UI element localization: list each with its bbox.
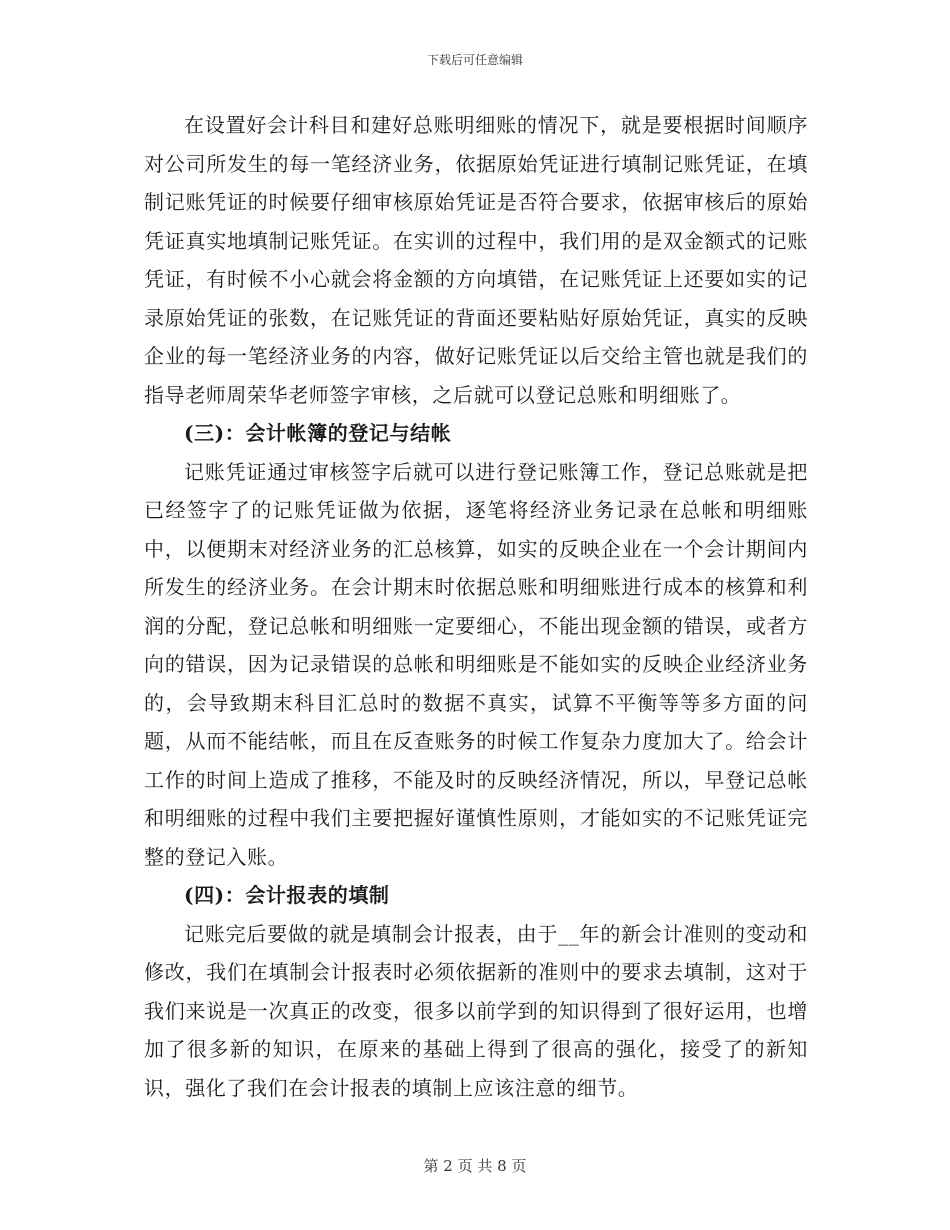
- section-heading-3: (三)：会计帐簿的登记与结帐: [184, 421, 452, 445]
- section-heading-4: (四)：会计报表的填制: [184, 883, 390, 907]
- paragraph-ledger: 记账凭证通过审核签字后就可以进行登记账簿工作，登记总账就是把已经签字了的记账凭证做为依据，逐笔将经济业务记录在总帐和明细账中，以便期末对经济业务的汇总核算，如实的反映企业在一个会计期间内所发生的经济业务。在会计期末时依据总账和明细账进行成本的核算和利润的分配，登记总帐和明细账一定要细心，不能出现金额的错误，或者方向的错误，因为记录错误的总帐和明细账是不能如实的反映企业经济业务的，会导致期末科目汇总时的数据不真实，试算不平衡等等多方面的问题，从而不能结帐，而且在反查账务的时候工作复杂力度加大了。给会计工作的时间上造成了推移，不能及时的反映经济情况，所以，早登记总帐和明细账的过程中我们主要把握好谨慎性原则，才能如实的不记账凭证完整的登记入账。: [144, 459, 808, 869]
- paragraph-voucher: 在设置好会计科目和建好总账明细账的情况下，就是要根据时间顺序对公司所发生的每一笔经济业务，依据原始凭证进行填制记账凭证，在填制记账凭证的时候要仔细审核原始凭证是否符合要求，依据审核后的原始凭证真实地填制记账凭证。在实训的过程中，我们用的是双金额式的记账凭证，有时候不小心就会将金额的方向填错，在记账凭证上还要如实的记录原始凭证的张数，在记账凭证的背面还要粘贴好原始凭证，真实的反映企业的每一笔经济业务的内容，做好记账凭证以后交给主管也就是我们的指导老师周荣华老师签字审核，之后就可以登记总账和明细账了。: [144, 113, 808, 407]
- page-header: 下载后可任意编辑: [426, 53, 523, 67]
- document-body: [144, 106, 808, 1107]
- page-number: 第 2 页 共 8 页: [423, 1157, 527, 1175]
- paragraph-report: 记账完后要做的就是填制会计报表，由于__年的新会计准则的变动和修改，我们在填制会计报表时必须依据新的准则中的要求去填制，这对于我们来说是一次真正的改变，很多以前学到的知识得到了很好运用，也增加了很多新的知识，在原来的基础上得到了很高的强化，接受了的新知识，强化了我们在会计报表的填制上应该注意的细节。: [144, 921, 808, 1100]
